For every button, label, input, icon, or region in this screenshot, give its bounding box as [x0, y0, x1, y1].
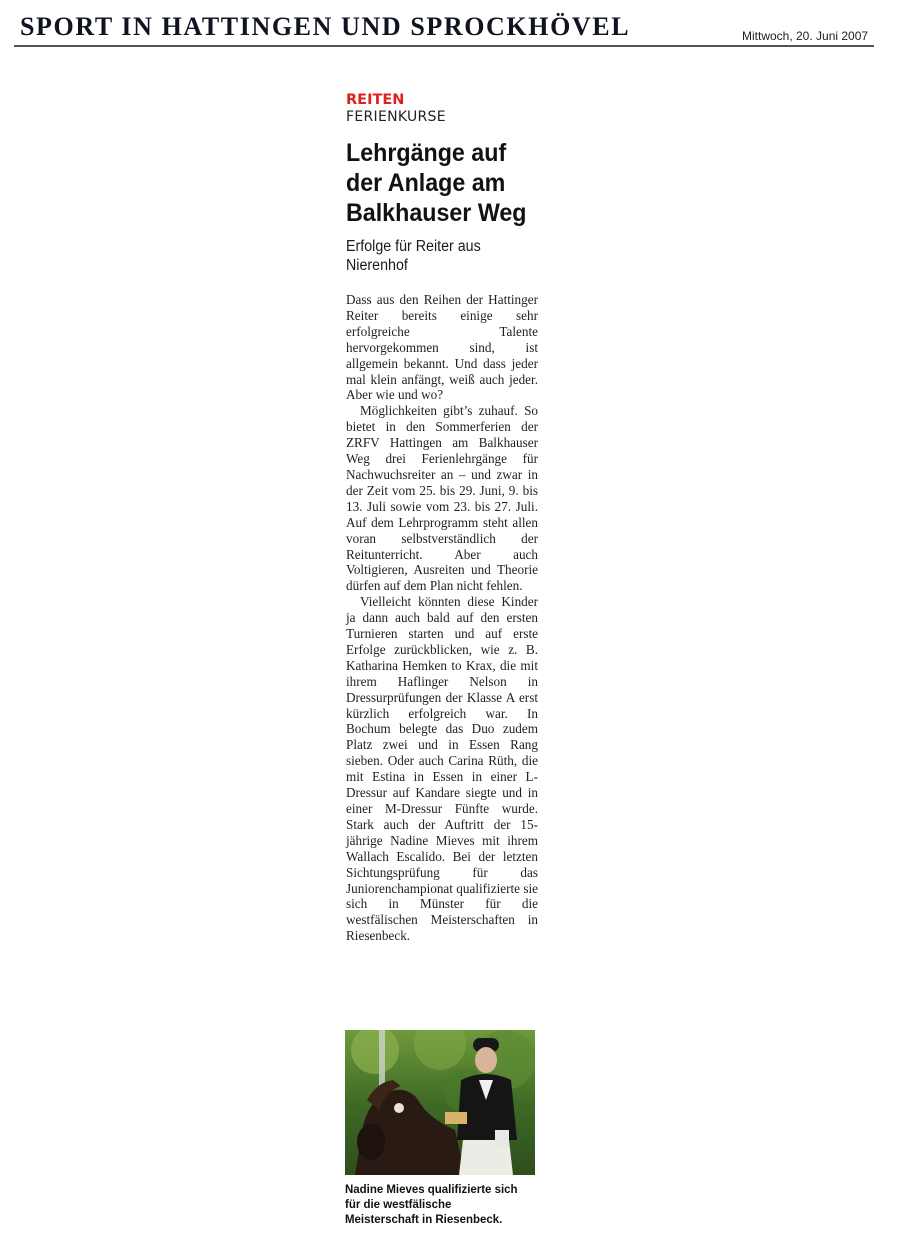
photo-caption: Nadine Mieves qualifizierte sich für die westfälische Meisterschaft in Riesenbeck. [345, 1182, 518, 1226]
issue-date: Mittwoch, 20. Juni 2007 [742, 29, 869, 43]
article-body [346, 292, 538, 944]
article-headline: Lehrgänge auf der Anlage am Balkhauser Weg [346, 139, 527, 227]
rider-photo-image [345, 1030, 535, 1175]
article [346, 92, 538, 944]
section-title: SPORT IN HATTINGEN UND SPROCKHÖVEL [20, 12, 631, 41]
article-paragraph: Dass aus den Reihen der Hattinger Reiter bereits einige sehr erfolgreiche Talente hervorgekommen sind, ist allgemein bekannt. Und dass jeder mal klein anfängt, weiß auch jeder. Aber wie und wo? [346, 292, 538, 403]
rider-photo [345, 1030, 535, 1175]
masthead [0, 0, 900, 50]
article-category: FERIENKURSE [346, 109, 446, 125]
article-paragraph: Vielleicht könnten diese Kinder ja dann auch bald auf den ersten Turnieren starten und auf erste Erfolge zurückblicken, wie z. B. Katharina Hemken to Krax, die mit ihrem Haflinger Nelson in Dressurprüfungen der Klasse A erst kürzlich erfolgreich war. In Bochum belegte das Duo zudem Platz zwei und in Essen Rang sieben. Oder auch Carina Rüth, die mit Estina in Essen in einer L-Dressur auf Kandare siegte und in einer M-Dressur Fünfte wurde. Stark auch der Auftritt der 15-jährige Nadine Mieves mit ihrem Wallach Escalido. Bei der letzten Sichtungsprüfung für das Juniorenchampionat qualifizierte sie sich in Münster für die westfälischen Meisterschaften in Riesenbeck. [346, 594, 538, 944]
masthead-rule [14, 45, 874, 47]
article-paragraph: Möglichkeiten gibt’s zuhauf. So bietet in den Sommerferien der ZRFV Hattingen am Balkhauser Weg drei Ferienlehrgänge für Nachwuchsreiter an – und zwar in der Zeit vom 25. bis 29. Juni, 9. bis 13. Juli sowie vom 23. bis 27. Juli. Auf dem Lehrprogramm steht allen voran selbstverständlich der Reitunterricht. Aber auch Voltigieren, Ausreiten und Theorie dürfen auf dem Plan nicht fehlen. [346, 403, 538, 594]
article-kicker: REITEN [346, 92, 405, 108]
article-subhead: Erfolge für Reiter aus Nierenhof [346, 238, 481, 274]
